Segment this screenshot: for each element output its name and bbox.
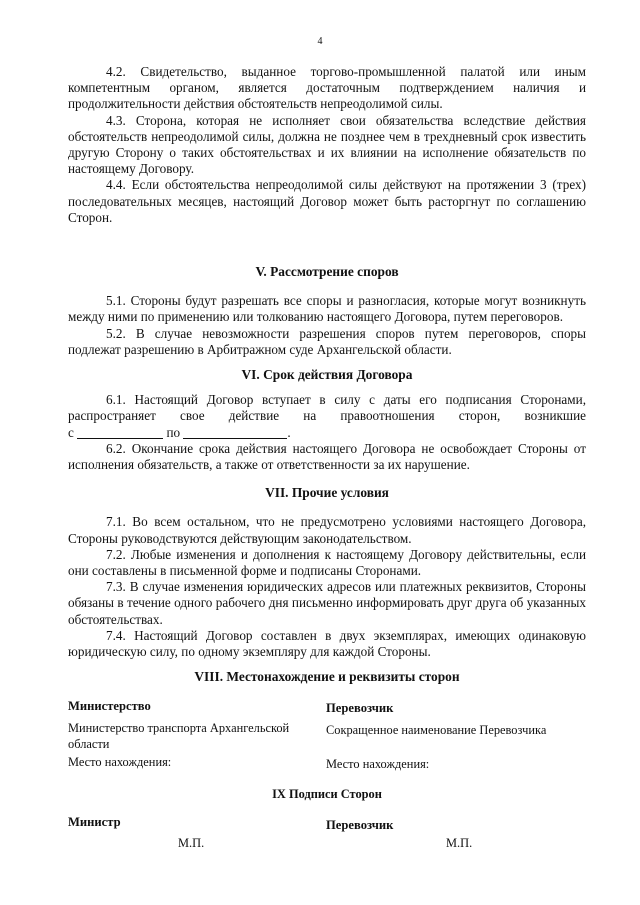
clause-5-1: 5.1. Стороны будут разрешать все споры и разногласия, которые могут возникнуть между ними по применению или толкованию настоящего Договора, путем переговоров.: [68, 293, 586, 325]
document-body: [68, 64, 586, 833]
clause-7-3: 7.3. В случае изменения юридических адресов или платежных реквизитов, Стороны обязаны в течение одного рабочего дня письменно информировать друг друга об указанных обстоятельствах.: [68, 579, 586, 627]
period-to-blank: [183, 426, 287, 439]
signer-minister: Министр: [68, 814, 121, 829]
ministry-heading: Министерство: [68, 698, 151, 713]
carrier-heading: Перевозчик: [326, 700, 394, 715]
section-6-title: VI. Срок действия Договора: [241, 367, 413, 383]
clause-6-2: 6.2. Окончание срока действия настоящего Договора не освобождает Стороны от исполнения обязательств, а также от ответственности за их нарушение.: [68, 440, 586, 473]
carrier-name: Сокращенное наименование Перевозчика: [326, 722, 547, 737]
signatures: [68, 814, 586, 833]
signer-carrier: Перевозчик: [326, 817, 394, 832]
section-5-title: V. Рассмотрение споров: [255, 264, 399, 280]
clause-4-4: 4.4. Если обстоятельства непреодолимой силы действуют на протяжении 3 (трех) последовательных месяцев, настоящий Договор может быть расторгнут по соглашению Сторон.: [68, 177, 586, 225]
stamp-left: М.П.: [178, 836, 205, 850]
clause-4-3: 4.3. Сторона, которая не исполняет свои обязательства вследствие действия обстоятельств непреодолимой силы, должна не позднее чем в трехдневный срок известить другую Сторону о таких обстоятельствах и их влиянии на исполнение обязательств по настоящему Договору.: [68, 112, 586, 177]
clause-6-1-period: [68, 425, 586, 441]
section-7-title: VII. Прочие условия: [265, 485, 389, 501]
ministry-name: Министерство транспорта Архангельской области: [68, 720, 290, 751]
party-carrier: [326, 698, 586, 772]
page-number: 4: [317, 36, 323, 47]
clause-7-4: 7.4. Настоящий Договор составлен в двух экземплярах, имеющих одинаковую юридическую силу, по одному экземпляру для каждой Стороны.: [68, 627, 586, 660]
period-from-label: с: [68, 424, 74, 440]
party-details: [68, 698, 586, 772]
period-end-mark: .: [287, 424, 291, 440]
section-9-title: IX Подписи Сторон: [272, 786, 382, 801]
period-to-label: по: [166, 424, 181, 440]
carrier-location: Место нахождения:: [326, 756, 430, 771]
party-ministry: [68, 698, 320, 772]
period-from-blank: [77, 426, 163, 439]
clause-6-1-text: 6.1. Настоящий Договор вступает в силу с даты его подписания Сторонами, распространяет свое действие на правоотношения сторон, возникшие: [68, 392, 586, 424]
clause-4-2: 4.2. Свидетельство, выданное торгово-промышленной палатой или иным компетентным органом, является достаточным подтверждением наличия и продолжительности действия обстоятельств непреодолимой силы.: [68, 64, 586, 112]
section-8-title: VIII. Местонахождение и реквизиты сторон: [194, 669, 460, 685]
clause-6-1: [68, 392, 586, 424]
stamp-right: М.П.: [446, 836, 473, 850]
clause-5-2: 5.2. В случае невозможности разрешения споров путем переговоров, споры подлежат разрешению в Арбитражном суде Архангельской области.: [68, 325, 586, 357]
ministry-location: Место нахождения:: [68, 754, 172, 769]
clause-7-1: 7.1. Во всем остальном, что не предусмотрено условиями настоящего Договора, Стороны руководствуются действующим законодательством.: [68, 514, 586, 546]
clause-7-2: 7.2. Любые изменения и дополнения к настоящему Договору действительны, если они составлены в письменной форме и подписаны Сторонами.: [68, 546, 586, 579]
